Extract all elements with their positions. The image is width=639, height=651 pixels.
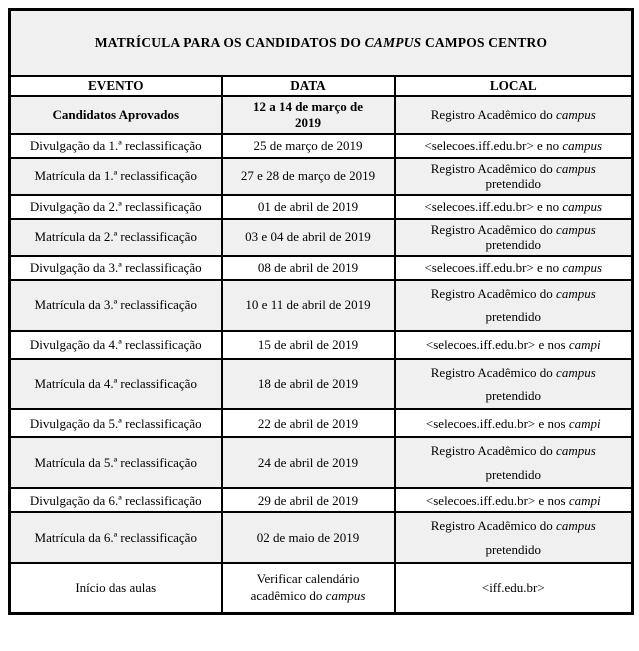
cell-local: Registro Acadêmico do campus pretendido — [395, 437, 633, 488]
row-matricula-3 — [10, 280, 633, 331]
cell-evento: Matrícula da 2.ª reclassificação — [10, 219, 222, 256]
column-header-data: DATA — [222, 76, 395, 96]
cell-evento: Divulgação da 4.ª reclassificação — [10, 331, 222, 359]
row-matricula-6 — [10, 512, 633, 563]
title-row — [10, 10, 633, 76]
cell-evento: Matrícula da 5.ª reclassificação — [10, 437, 222, 488]
row-divulgacao-5 — [10, 409, 633, 437]
cell-local: Registro Acadêmico do campus pretendido — [395, 219, 633, 256]
row-matricula-5 — [10, 437, 633, 488]
cell-evento: Matrícula da 6.ª reclassificação — [10, 512, 222, 563]
cell-local: <selecoes.iff.edu.br> e nos campi — [395, 488, 633, 512]
row-divulgacao-1 — [10, 134, 633, 158]
table-title: MATRÍCULA PARA OS CANDIDATOS DO CAMPUS CAMPOS CENTRO — [10, 10, 633, 76]
cell-local: <selecoes.iff.edu.br> e nos campi — [395, 331, 633, 359]
cell-local: Registro Acadêmico do campus pretendido — [395, 158, 633, 195]
cell-data: 27 e 28 de março de 2019 — [222, 158, 395, 195]
cell-data: 02 de maio de 2019 — [222, 512, 395, 563]
cell-local: <selecoes.iff.edu.br> e no campus — [395, 195, 633, 219]
header-row — [10, 76, 633, 96]
cell-local: <selecoes.iff.edu.br> e no campus — [395, 256, 633, 280]
cell-evento: Início das aulas — [10, 563, 222, 613]
cell-data: 25 de março de 2019 — [222, 134, 395, 158]
cell-evento: Matrícula da 3.ª reclassificação — [10, 280, 222, 331]
cell-data: 15 de abril de 2019 — [222, 331, 395, 359]
matricula-schedule-table — [8, 8, 634, 615]
cell-evento: Divulgação da 2.ª reclassificação — [10, 195, 222, 219]
cell-data: 22 de abril de 2019 — [222, 409, 395, 437]
cell-evento: Divulgação da 3.ª reclassificação — [10, 256, 222, 280]
row-divulgacao-2 — [10, 195, 633, 219]
column-header-local: LOCAL — [395, 76, 633, 96]
cell-local: <iff.edu.br> — [395, 563, 633, 613]
cell-local: Registro Acadêmico do campus pretendido — [395, 280, 633, 331]
row-matricula-4 — [10, 359, 633, 410]
cell-evento: Matrícula da 4.ª reclassificação — [10, 359, 222, 410]
cell-evento: Divulgação da 6.ª reclassificação — [10, 488, 222, 512]
row-divulgacao-3 — [10, 256, 633, 280]
cell-evento: Candidatos Aprovados — [10, 96, 222, 134]
cell-data: 08 de abril de 2019 — [222, 256, 395, 280]
row-divulgacao-6 — [10, 488, 633, 512]
row-matricula-2 — [10, 219, 633, 256]
cell-data: 01 de abril de 2019 — [222, 195, 395, 219]
cell-data: 10 e 11 de abril de 2019 — [222, 280, 395, 331]
cell-local: Registro Acadêmico do campus — [395, 96, 633, 134]
row-inicio-das-aulas — [10, 563, 633, 613]
cell-evento: Divulgação da 1.ª reclassificação — [10, 134, 222, 158]
row-matricula-1 — [10, 158, 633, 195]
cell-evento: Divulgação da 5.ª reclassificação — [10, 409, 222, 437]
cell-data: 03 e 04 de abril de 2019 — [222, 219, 395, 256]
cell-local: <selecoes.iff.edu.br> e no campus — [395, 134, 633, 158]
cell-data: 24 de abril de 2019 — [222, 437, 395, 488]
cell-local: <selecoes.iff.edu.br> e nos campi — [395, 409, 633, 437]
row-divulgacao-4 — [10, 331, 633, 359]
column-header-evento: EVENTO — [10, 76, 222, 96]
cell-evento: Matrícula da 1.ª reclassificação — [10, 158, 222, 195]
cell-local: Registro Acadêmico do campus pretendido — [395, 512, 633, 563]
cell-data: 29 de abril de 2019 — [222, 488, 395, 512]
cell-data: 12 a 14 de março de 2019 — [222, 96, 395, 134]
cell-data: 18 de abril de 2019 — [222, 359, 395, 410]
cell-data: Verificar calendário acadêmico do campus — [222, 563, 395, 613]
cell-local: Registro Acadêmico do campus pretendido — [395, 359, 633, 410]
row-candidatos-aprovados — [10, 96, 633, 134]
